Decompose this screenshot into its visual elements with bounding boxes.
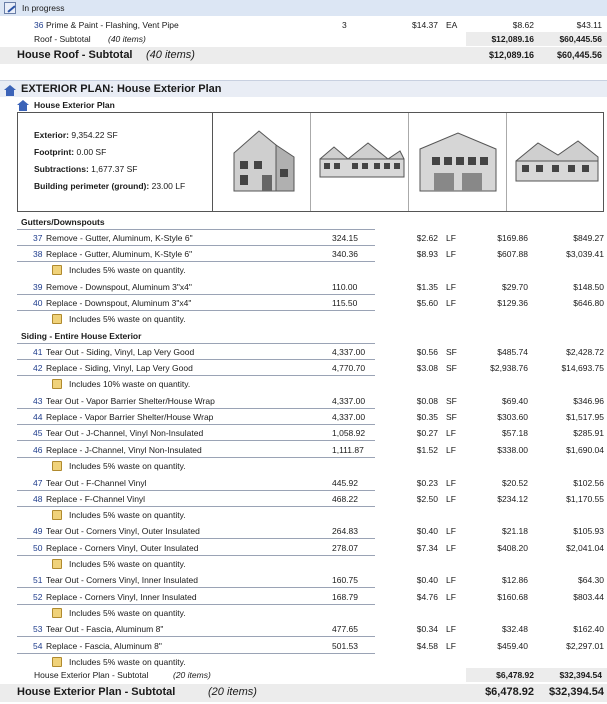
note-icon[interactable] <box>52 607 68 618</box>
item-description: Replace - F-Channel Vinyl <box>46 494 146 504</box>
item-number: 38 <box>33 249 43 259</box>
item-unit: LF <box>446 526 456 536</box>
item-total: $346.96 <box>573 396 604 406</box>
item-description: Replace - Gutter, Aluminum, K-Style 6" <box>46 249 193 259</box>
house-view-3[interactable] <box>410 113 507 211</box>
item-total: $3,039.41 <box>566 249 604 259</box>
item-tax: $303.60 <box>497 412 528 422</box>
item-quantity: 4,337.00 <box>332 396 366 406</box>
item-number: 44 <box>33 412 43 422</box>
note-text: Includes 5% waste on quantity. <box>69 314 186 324</box>
item-unit: SF <box>446 412 457 422</box>
exterior-plan-header[interactable] <box>0 80 607 97</box>
item-total: $2,041.04 <box>566 543 604 553</box>
item-tax: $20.52 <box>502 478 528 488</box>
item-number: 37 <box>33 233 43 243</box>
line-item[interactable] <box>0 230 607 245</box>
item-quantity: 477.65 <box>332 624 358 634</box>
item-description: Tear Out - Corners Vinyl, Outer Insulated <box>46 526 200 536</box>
item-number: 52 <box>33 592 43 602</box>
item-unit: LF <box>446 624 456 634</box>
item-total: $105.93 <box>573 526 604 536</box>
item-price: $1.52 <box>416 445 438 455</box>
item-unit: LF <box>446 575 456 585</box>
item-price: $8.93 <box>416 249 438 259</box>
item-tax: $160.68 <box>497 592 528 602</box>
item-unit: LF <box>446 641 456 651</box>
item-unit: LF <box>446 298 456 308</box>
item-description: Replace - Fascia, Aluminum 8" <box>46 641 162 651</box>
subtotal-label: House Exterior Plan - Subtotal <box>34 670 149 680</box>
section-header[interactable] <box>0 328 607 343</box>
item-tax: $169.86 <box>497 233 528 243</box>
item-tax: $607.88 <box>497 249 528 259</box>
item-quantity: 278.07 <box>332 543 358 553</box>
note-text: Includes 5% waste on quantity. <box>69 461 186 471</box>
item-total: $14,693.75 <box>561 363 604 373</box>
section-header[interactable] <box>0 214 607 229</box>
plan-summary-box <box>17 112 604 212</box>
note-text: Includes 5% waste on quantity. <box>69 265 186 275</box>
note-row <box>0 262 607 277</box>
item-unit: LF <box>446 233 456 243</box>
item-number: 43 <box>33 396 43 406</box>
house-icon <box>4 84 16 96</box>
house-plan-subtotal-row <box>0 684 607 702</box>
subtotal-items: (20 items) <box>173 670 211 680</box>
item-description: Tear Out - Fascia, Aluminum 8" <box>46 624 164 634</box>
subtotal-label: House Exterior Plan - Subtotal <box>17 686 176 698</box>
note-icon[interactable] <box>52 264 68 275</box>
item-description: Replace - Corners Vinyl, Outer Insulated <box>46 543 199 553</box>
subtotal-items: (40 items) <box>146 49 195 61</box>
stat-label: Building perimeter (ground): <box>34 181 150 191</box>
item-price: $3.08 <box>416 363 438 373</box>
subtotal-total: $60,445.56 <box>556 50 602 60</box>
line-item[interactable] <box>0 409 607 424</box>
item-price: $14.37 <box>412 20 438 30</box>
item-total: $1,170.55 <box>566 494 604 504</box>
item-total: $2,428.72 <box>566 347 604 357</box>
subtotal-items: (40 items) <box>108 34 146 44</box>
item-price: $0.27 <box>416 428 438 438</box>
line-item[interactable] <box>0 523 607 538</box>
stat-value: 1,677.37 SF <box>91 164 138 174</box>
item-price: $0.56 <box>416 347 438 357</box>
item-total: $148.50 <box>573 282 604 292</box>
note-icon[interactable] <box>52 460 68 471</box>
line-item[interactable] <box>0 540 607 555</box>
note-text: Includes 5% waste on quantity. <box>69 657 186 667</box>
item-number: 49 <box>33 526 43 536</box>
note-icon[interactable] <box>52 509 68 520</box>
house-roof-subtotal-row <box>0 47 607 64</box>
item-tax: $459.40 <box>497 641 528 651</box>
note-icon[interactable] <box>52 313 68 324</box>
house-view-1[interactable] <box>214 113 311 211</box>
item-total: $285.91 <box>573 428 604 438</box>
plan-subtotal-row <box>0 668 607 682</box>
subtotal-total: $60,445.56 <box>559 34 602 44</box>
item-tax: $32.48 <box>502 624 528 634</box>
note-row <box>0 654 607 669</box>
item-unit: LF <box>446 445 456 455</box>
item-total: $803.44 <box>573 592 604 602</box>
note-row <box>0 458 607 473</box>
item-tax: $57.18 <box>502 428 528 438</box>
subtotal-total: $32,394.54 <box>548 686 604 698</box>
item-unit: SF <box>446 396 457 406</box>
item-unit: LF <box>446 282 456 292</box>
note-text: Includes 5% waste on quantity. <box>69 608 186 618</box>
plan-label: House Exterior Plan <box>34 100 115 110</box>
item-number: 46 <box>33 445 43 455</box>
stat-label: Subtractions: <box>34 164 89 174</box>
line-item[interactable] <box>0 295 607 310</box>
line-item[interactable] <box>0 638 607 653</box>
item-price: $0.08 <box>416 396 438 406</box>
item-price: $4.58 <box>416 641 438 651</box>
divider <box>17 538 375 539</box>
item-tax: $338.00 <box>497 445 528 455</box>
item-number: 40 <box>33 298 43 308</box>
status-bar <box>0 0 607 16</box>
item-number: 54 <box>33 641 43 651</box>
note-text: Includes 10% waste on quantity. <box>69 379 191 389</box>
item-total: $43.11 <box>576 20 602 30</box>
line-item[interactable] <box>0 589 607 604</box>
item-number: 51 <box>33 575 43 585</box>
note-icon[interactable] <box>52 656 68 667</box>
item-price: $2.50 <box>416 494 438 504</box>
item-tax: $29.70 <box>502 282 528 292</box>
line-item[interactable] <box>0 425 607 440</box>
item-number: 53 <box>33 624 43 634</box>
line-item[interactable] <box>0 393 607 408</box>
item-total: $2,297.01 <box>566 641 604 651</box>
edit-icon[interactable] <box>4 2 16 14</box>
item-price: $4.76 <box>416 592 438 602</box>
stat-label: Footprint: <box>34 147 75 157</box>
note-text: Includes 5% waste on quantity. <box>69 559 186 569</box>
item-quantity: 3 <box>342 20 347 30</box>
item-number: 48 <box>33 494 43 504</box>
status-text: In progress <box>22 3 65 13</box>
item-description: Replace - Downspout, Aluminum 3"x4" <box>46 298 192 308</box>
section-title: Gutters/Downspouts <box>21 217 105 227</box>
item-number: 41 <box>33 347 43 357</box>
subtotal-label: Roof - Subtotal <box>34 34 91 44</box>
stat-value: 0.00 SF <box>76 147 107 157</box>
subtotal-tax: $6,478.92 <box>485 686 534 698</box>
line-item[interactable] <box>0 491 607 506</box>
subtotal-tax: $12,089.16 <box>488 50 534 60</box>
item-quantity: 168.79 <box>332 592 358 602</box>
line-item-36[interactable] <box>0 18 607 32</box>
item-quantity: 4,770.70 <box>332 363 366 373</box>
item-tax: $485.74 <box>497 347 528 357</box>
item-quantity: 468.22 <box>332 494 358 504</box>
subtotal-items: (20 items) <box>208 686 257 698</box>
subtotal-label: House Roof - Subtotal <box>17 49 133 61</box>
item-quantity: 324.15 <box>332 233 358 243</box>
item-quantity: 115.50 <box>332 298 358 308</box>
item-total: $102.56 <box>573 478 604 488</box>
roof-subtotal-row <box>0 32 607 46</box>
item-tax: $234.12 <box>497 494 528 504</box>
item-description: Replace - J-Channel, Vinyl Non-Insulated <box>46 445 202 455</box>
item-description: Remove - Gutter, Aluminum, K-Style 6" <box>46 233 193 243</box>
house-view-4[interactable] <box>508 113 603 211</box>
item-quantity: 4,337.00 <box>332 412 366 422</box>
subtotal-total: $32,394.54 <box>559 670 602 680</box>
note-row <box>0 605 607 620</box>
item-quantity: 110.00 <box>332 282 358 292</box>
item-quantity: 445.92 <box>332 478 358 488</box>
item-description: Replace - Corners Vinyl, Inner Insulated <box>46 592 197 602</box>
item-tax: $408.20 <box>497 543 528 553</box>
divider <box>17 636 375 637</box>
note-text: Includes 5% waste on quantity. <box>69 510 186 520</box>
item-quantity: 4,337.00 <box>332 347 366 357</box>
item-number: 50 <box>33 543 43 553</box>
item-tax: $8.62 <box>512 20 534 30</box>
item-total: $64.30 <box>578 575 604 585</box>
note-row <box>0 507 607 522</box>
item-total: $1,690.04 <box>566 445 604 455</box>
item-price: $0.23 <box>416 478 438 488</box>
item-number: 42 <box>33 363 43 373</box>
item-tax: $2,938.76 <box>490 363 528 373</box>
item-unit: LF <box>446 543 456 553</box>
item-description: Tear Out - Corners Vinyl, Inner Insulated <box>46 575 198 585</box>
item-quantity: 264.83 <box>332 526 358 536</box>
line-item[interactable] <box>0 572 607 587</box>
item-tax: $129.36 <box>497 298 528 308</box>
item-price: $0.34 <box>416 624 438 634</box>
line-item[interactable] <box>0 475 607 490</box>
stat-value: 23.00 LF <box>151 181 186 191</box>
item-total: $1,517.95 <box>566 412 604 422</box>
item-tax: $69.40 <box>502 396 528 406</box>
item-price: $2.62 <box>416 233 438 243</box>
item-quantity: 501.53 <box>332 641 358 651</box>
note-row <box>0 376 607 391</box>
plan-stats <box>18 113 213 211</box>
item-unit: LF <box>446 592 456 602</box>
item-description: Tear Out - Siding, Vinyl, Lap Very Good <box>46 347 195 357</box>
item-number: 39 <box>33 282 43 292</box>
item-description: Tear Out - J-Channel, Vinyl Non-Insulated <box>46 428 204 438</box>
line-item[interactable] <box>0 621 607 636</box>
divider <box>17 587 375 588</box>
house-icon <box>17 100 29 111</box>
item-price: $0.40 <box>416 575 438 585</box>
item-price: $7.34 <box>416 543 438 553</box>
item-unit: SF <box>446 363 457 373</box>
line-item[interactable] <box>0 360 607 375</box>
item-price: $0.35 <box>416 412 438 422</box>
house-exterior-plan-header[interactable] <box>0 98 607 112</box>
item-price: $0.40 <box>416 526 438 536</box>
item-description: Replace - Siding, Vinyl, Lap Very Good <box>46 363 193 373</box>
line-item[interactable] <box>0 279 607 294</box>
note-icon[interactable] <box>52 378 68 389</box>
line-item[interactable] <box>0 344 607 359</box>
item-description: Remove - Downspout, Aluminum 3"x4" <box>46 282 192 292</box>
note-row <box>0 556 607 571</box>
item-tax: $21.18 <box>502 526 528 536</box>
item-number: 45 <box>33 428 43 438</box>
item-unit: LF <box>446 494 456 504</box>
item-total: $162.40 <box>573 624 604 634</box>
item-unit: LF <box>446 249 456 259</box>
item-description: Tear Out - F-Channel Vinyl <box>46 478 147 488</box>
item-description: Tear Out - Vapor Barrier Shelter/House Wrap <box>46 396 215 406</box>
note-icon[interactable] <box>52 558 68 569</box>
item-unit: EA <box>446 20 458 30</box>
item-quantity: 160.75 <box>332 575 358 585</box>
section-title: Siding - Entire House Exterior <box>21 331 142 341</box>
divider <box>17 440 375 441</box>
item-price: $1.35 <box>416 282 438 292</box>
line-item[interactable] <box>0 246 607 261</box>
item-quantity: 1,058.92 <box>332 428 366 438</box>
item-description: Prime & Paint - Flashing, Vent Pipe <box>46 20 179 30</box>
item-total: $849.27 <box>573 233 604 243</box>
item-total: $646.80 <box>573 298 604 308</box>
item-quantity: 340.36 <box>332 249 358 259</box>
subtotal-tax: $12,089.16 <box>491 34 534 44</box>
item-number: 36 <box>34 20 44 30</box>
item-tax: $12.86 <box>502 575 528 585</box>
stat-label: Exterior: <box>34 130 69 140</box>
item-number: 47 <box>33 478 43 488</box>
subtotal-tax: $6,478.92 <box>496 670 534 680</box>
item-unit: LF <box>446 478 456 488</box>
item-quantity: 1,111.87 <box>332 445 364 455</box>
item-price: $5.60 <box>416 298 438 308</box>
house-view-2[interactable] <box>312 113 409 211</box>
section-title: EXTERIOR PLAN: House Exterior Plan <box>21 83 222 95</box>
item-description: Replace - Vapor Barrier Shelter/House Wrap <box>46 412 214 422</box>
item-unit: SF <box>446 347 457 357</box>
stat-value: 9,354.22 SF <box>71 130 118 140</box>
item-unit: LF <box>446 428 456 438</box>
note-row <box>0 311 607 326</box>
line-item[interactable] <box>0 442 607 457</box>
